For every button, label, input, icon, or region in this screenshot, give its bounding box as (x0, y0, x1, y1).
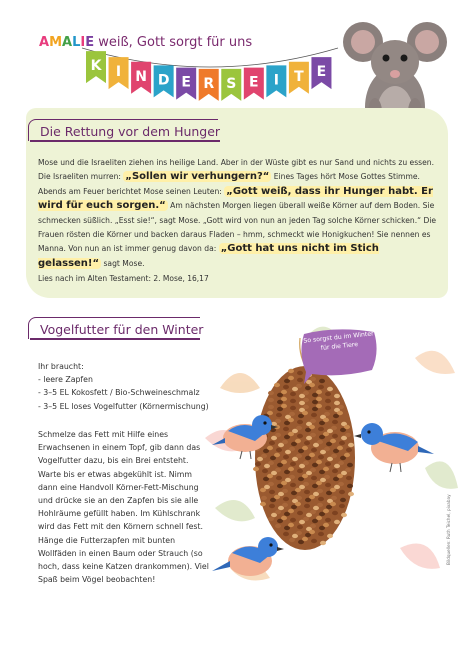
amalie-letter: M (49, 35, 62, 50)
bible-reference: Lies nach im Alten Testament: 2. Mose, 16,17 (38, 274, 209, 283)
banner-flag (86, 51, 106, 83)
banner-letter: D (157, 72, 170, 89)
banner-letter: T (294, 68, 304, 85)
story-quote-highlight: „Sollen wir verhungern?“ (125, 171, 270, 183)
banner-letter: I (273, 72, 279, 89)
instructions-text: Schmelze das Fett mit Hilfe eines Erwachsenen in einem Topf, gib dann das Vogelfutter dazu, bis ein Brei entsteht. Warte bis er etwas abgekühlt ist. Nimm dann eine Handvoll Körner-Fett-Mischung und drücke sie an den Zapfen bis sie alle Hohlräume gefüllt haben. Im Kühlschrank wird das Fett mit den Körnern schnell fest. Hänge die Futterzapfen mit bunten Wollfäden in einen Baum oder Strauch (so hoch, dass keine Katzen drankommen). Viel Spaß beim Vögel beobachten! (38, 430, 209, 585)
header-tagline: weiß, Gott sorgt für uns (94, 35, 253, 50)
story-quote-highlight: „Gott hat uns nicht im Stich gelassen!“ (38, 243, 379, 269)
ingredients-list (38, 360, 213, 413)
banner-flag (289, 62, 309, 94)
story-text (38, 156, 438, 271)
banner-letter: E (316, 64, 327, 81)
banner-letter: K (90, 58, 102, 75)
ingredient-item: - 3–5 EL loses Vogelfutter (Körnermischung) (38, 401, 209, 411)
ingredient-item: - 3–5 EL Kokosfett / Bio-Schweineschmalz (38, 388, 200, 398)
banner-flag (109, 57, 129, 89)
birdfood-heading-underline (30, 338, 200, 340)
banner-flag (176, 68, 196, 100)
amalie-letter: L (72, 35, 81, 50)
story-text-part: sagt Mose. (101, 258, 145, 268)
banner-letter: E (249, 74, 259, 91)
story-quote-highlight: „Gott weiß, dass ihr Hunger habt. Er wird für euch sorgen.“ (38, 185, 433, 212)
banner-letter: E (181, 74, 191, 91)
speech-bubble-text: So sorgst du im Winter für die Tiere (303, 330, 374, 352)
banner-flag (154, 65, 174, 97)
story-heading-underline (30, 140, 220, 142)
ingredients-title: Ihr braucht: (38, 362, 84, 371)
banner-letter: S (226, 75, 237, 92)
story-heading: Die Rettung vor dem Hunger (40, 124, 221, 139)
banner-letter: I (115, 64, 122, 81)
banner-flag (311, 57, 331, 89)
birdfood-heading: Vogelfutter für den Winter (40, 322, 204, 337)
story-text-part: Eines Tages hört Mose Gottes Stimme. Abends am Feuer berichtet Mose seinen Leuten: (38, 172, 420, 196)
amalie-letter: A (62, 35, 73, 50)
amalie-letter: I (80, 35, 86, 50)
story-text-part: Mose und die Israeliten ziehen ins heilige Land. Aber in der Wüste gibt es nur Sand und nichts zu essen. Die Israeliten murren: (38, 158, 435, 182)
amalie-letter: A (39, 35, 50, 50)
ingredient-item: - leere Zapfen (38, 375, 93, 385)
banner-flag (221, 69, 241, 101)
banner-letter: R (203, 75, 215, 92)
story-text-part: Am nächsten Morgen liegen überall weiße Körner auf dem Boden. Sie schmecken süßlich. „Esst sie!“, sagt Mose. „Gott wird von nun an jeden Tag solche Körner schicken.“ Die Frauen rösten die Körner und backen daraus Fladen – hmm, schmeckt wie Honigkuchen! Sie nennen es Manna. Von nun an ist immer genug davon da: (38, 201, 437, 254)
banner-flag (244, 68, 264, 100)
image-credit: Bildquellen: Ruth Teichel, pixabay (446, 494, 451, 565)
banner-flag (131, 62, 151, 94)
banner-letter: N (135, 68, 147, 85)
banner-flag (266, 65, 286, 97)
kinderseite-banner (80, 42, 340, 112)
banner-flag (199, 69, 219, 101)
amalie-letter: E (85, 35, 95, 50)
